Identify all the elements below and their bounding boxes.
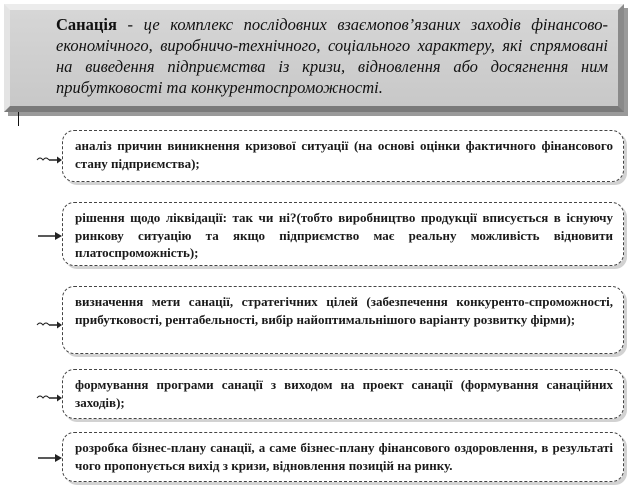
definition-box [4,4,624,112]
right-arrow-icon [36,151,62,165]
list-item-text: аналіз причин виникнення кризової ситуації (на основі оцінки фактичного фінансового стану підприємства); [75,138,613,171]
list-item [62,432,624,482]
connector-line [18,112,19,126]
list-item-text: формування програми санації з виходом на проект санації (формування санаційних заходів); [75,377,613,410]
right-arrow-icon [36,229,62,243]
list-item-text: визначення мети санації, стратегічних цілей (забезпечення конкуренто-спроможності, прибутковості, рентабельності, вибір найоптимальнішого варіанту розвитку фірми); [75,294,613,327]
list-item [62,369,624,419]
right-arrow-icon [36,451,62,465]
definition-dash: - [116,15,144,34]
list-item [62,130,624,182]
list-item [62,286,624,354]
right-arrow-icon [36,316,62,330]
definition-text: це комплекс послідовних взаємопов’язаних заходів фінансово-економічного, виробничо-технічного, соціального характеру, які спрямовані на виведення підприємства із кризи, відновлення або досягнення ним прибутковості та конкурентоспроможності. [56,15,608,97]
list-item-text: розробка бізнес-плану санації, а саме бізнес-плану фінансового оздоровлення, в результаті чого пропонується вихід з кризи, відновлення позицій на ринку. [75,440,613,473]
definition-term: Санація [56,15,117,34]
list-item [62,202,624,266]
right-arrow-icon [36,389,62,403]
definition-paragraph [20,14,608,98]
list-item-text: рішення щодо ліквідації: так чи ні?(тобто виробництво продукції вписується в існуючу ринкову ситуацію та якщо підприємство має реальну можливість відновити платоспроможність); [75,210,613,260]
